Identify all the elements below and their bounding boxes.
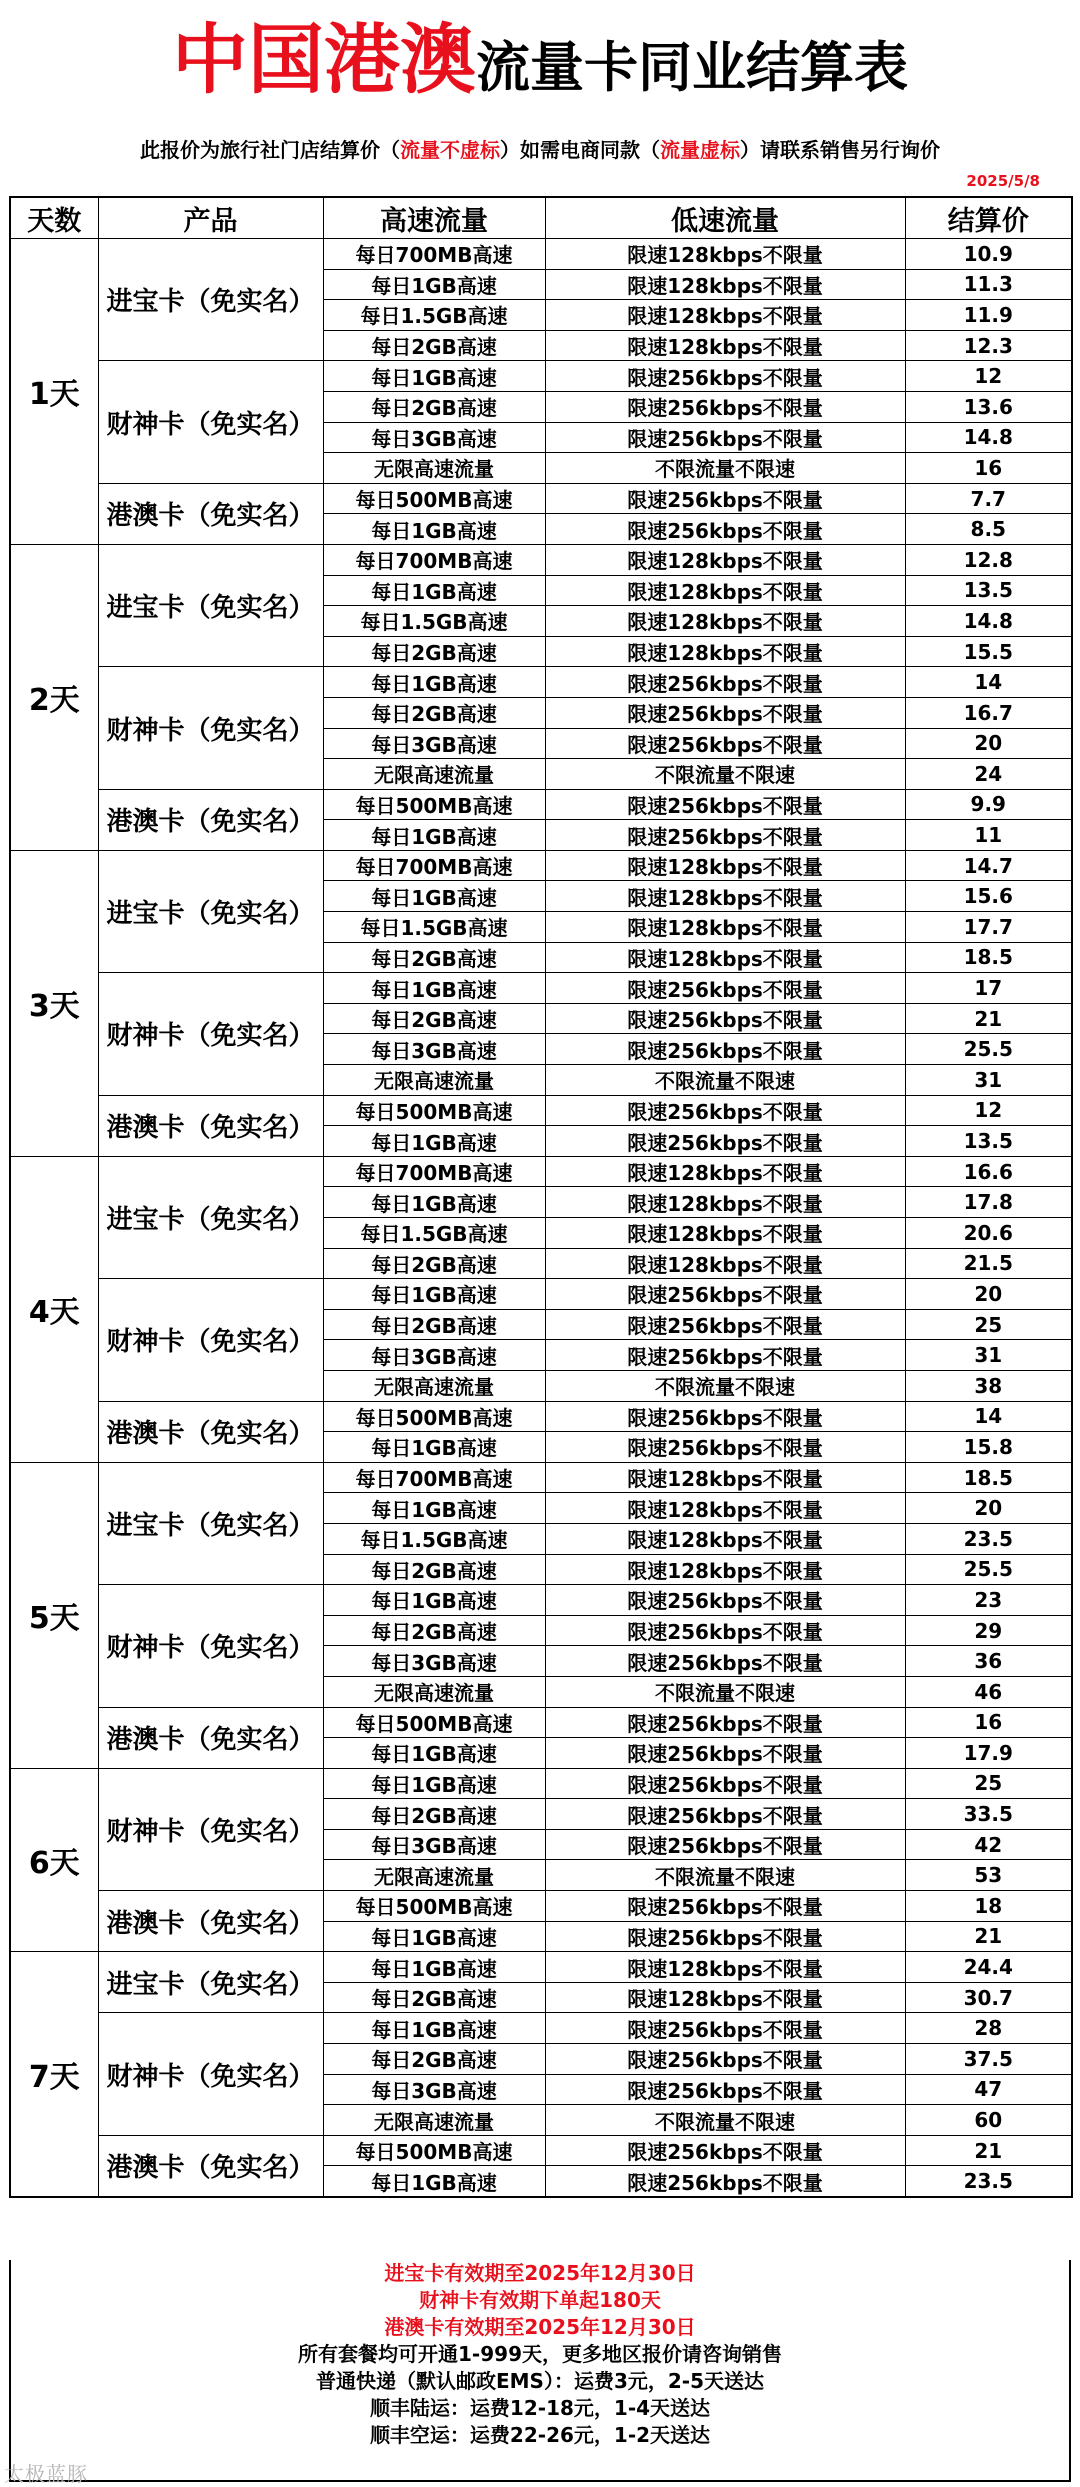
high-speed-cell: 每日1GB高速 [323, 1187, 545, 1218]
price-cell: 46 [905, 1676, 1072, 1707]
footer-notes [9, 2260, 1071, 2482]
high-speed-cell: 每日1GB高速 [323, 881, 545, 912]
price-cell: 25 [905, 1309, 1072, 1340]
price-cell: 25.5 [905, 1034, 1072, 1065]
low-speed-cell: 限速128kbps不限量 [545, 239, 905, 270]
price-cell: 28 [905, 2013, 1072, 2044]
price-cell: 21 [905, 2135, 1072, 2166]
product-cell: 港澳卡（免实名） [98, 2135, 323, 2197]
low-speed-cell: 限速256kbps不限量 [545, 1799, 905, 1830]
table-row [10, 667, 1072, 698]
low-speed-cell: 限速256kbps不限量 [545, 1615, 905, 1646]
table-row [10, 1279, 1072, 1310]
table-row [10, 1585, 1072, 1616]
footer-line: 财神卡有效期下单起180天 [419, 2288, 661, 2312]
price-cell: 11.9 [905, 300, 1072, 331]
price-cell: 53 [905, 1860, 1072, 1891]
low-speed-cell: 限速128kbps不限量 [545, 636, 905, 667]
price-cell: 16 [905, 1707, 1072, 1738]
low-speed-cell: 限速256kbps不限量 [545, 667, 905, 698]
product-cell: 财神卡（免实名） [98, 1585, 323, 1707]
day-cell: 2天 [10, 544, 98, 850]
low-speed-cell: 限速128kbps不限量 [545, 1493, 905, 1524]
price-cell: 12.8 [905, 544, 1072, 575]
price-cell: 33.5 [905, 1799, 1072, 1830]
high-speed-cell: 每日500MB高速 [323, 2135, 545, 2166]
high-speed-cell: 每日1GB高速 [323, 1768, 545, 1799]
high-speed-cell: 每日500MB高速 [323, 1401, 545, 1432]
product-cell: 港澳卡（免实名） [98, 1707, 323, 1768]
table-row [10, 2013, 1072, 2044]
price-cell: 14 [905, 1401, 1072, 1432]
table-row [10, 1891, 1072, 1922]
high-speed-cell: 每日700MB高速 [323, 544, 545, 575]
low-speed-cell: 不限流量不限速 [545, 453, 905, 484]
table-body [10, 239, 1072, 2198]
low-speed-cell: 限速128kbps不限量 [545, 575, 905, 606]
low-speed-cell: 不限流量不限速 [545, 1370, 905, 1401]
low-speed-cell: 限速256kbps不限量 [545, 422, 905, 453]
product-cell: 进宝卡（免实名） [98, 1462, 323, 1584]
high-speed-cell: 每日1.5GB高速 [323, 300, 545, 331]
low-speed-cell: 限速256kbps不限量 [545, 391, 905, 422]
footer-line: 进宝卡有效期至2025年12月30日 [384, 2261, 696, 2285]
high-speed-cell: 无限高速流量 [323, 453, 545, 484]
low-speed-cell: 不限流量不限速 [545, 1676, 905, 1707]
price-cell: 17 [905, 973, 1072, 1004]
price-cell: 20 [905, 1279, 1072, 1310]
table-header-row [10, 197, 1072, 239]
product-cell: 进宝卡（免实名） [98, 544, 323, 666]
table-row [10, 544, 1072, 575]
price-cell: 14.8 [905, 606, 1072, 637]
price-cell: 60 [905, 2105, 1072, 2136]
low-speed-cell: 限速256kbps不限量 [545, 1126, 905, 1157]
table-row [10, 1707, 1072, 1738]
product-cell: 财神卡（免实名） [98, 1768, 323, 1890]
high-speed-cell: 每日2GB高速 [323, 1248, 545, 1279]
low-speed-cell: 限速256kbps不限量 [545, 1340, 905, 1371]
high-speed-cell: 每日2GB高速 [323, 697, 545, 728]
low-speed-cell: 限速256kbps不限量 [545, 1921, 905, 1952]
low-speed-cell: 限速256kbps不限量 [545, 514, 905, 545]
price-cell: 21.5 [905, 1248, 1072, 1279]
price-cell: 14.7 [905, 850, 1072, 881]
table-row [10, 1401, 1072, 1432]
subtitle [0, 134, 1080, 163]
low-speed-cell: 限速256kbps不限量 [545, 1309, 905, 1340]
product-cell: 进宝卡（免实名） [98, 1952, 323, 2013]
price-cell: 37.5 [905, 2044, 1072, 2075]
high-speed-cell: 每日1GB高速 [323, 1952, 545, 1983]
price-cell: 14.8 [905, 422, 1072, 453]
low-speed-cell: 限速128kbps不限量 [545, 606, 905, 637]
high-speed-cell: 每日1.5GB高速 [323, 1523, 545, 1554]
price-cell: 24 [905, 759, 1072, 790]
low-speed-cell: 限速256kbps不限量 [545, 1829, 905, 1860]
table-row [10, 1156, 1072, 1187]
price-cell: 8.5 [905, 514, 1072, 545]
price-cell: 12 [905, 361, 1072, 392]
price-cell: 23.5 [905, 2166, 1072, 2197]
table-row [10, 483, 1072, 514]
product-cell: 港澳卡（免实名） [98, 483, 323, 544]
high-speed-cell: 每日3GB高速 [323, 2074, 545, 2105]
price-cell: 24.4 [905, 1952, 1072, 1983]
high-speed-cell: 无限高速流量 [323, 1065, 545, 1096]
table-row [10, 1952, 1072, 1983]
high-speed-cell: 每日3GB高速 [323, 422, 545, 453]
low-speed-cell: 限速128kbps不限量 [545, 544, 905, 575]
price-cell: 42 [905, 1829, 1072, 1860]
low-speed-cell: 限速128kbps不限量 [545, 1248, 905, 1279]
high-speed-cell: 每日500MB高速 [323, 789, 545, 820]
high-speed-cell: 每日700MB高速 [323, 1156, 545, 1187]
low-speed-cell: 不限流量不限速 [545, 1860, 905, 1891]
low-speed-cell: 限速256kbps不限量 [545, 1768, 905, 1799]
footer-line: 顺丰空运：运费22-26元，1-2天送达 [369, 2423, 711, 2447]
product-cell: 财神卡（免实名） [98, 2013, 323, 2135]
high-speed-cell: 每日1GB高速 [323, 1432, 545, 1463]
high-speed-cell: 每日1.5GB高速 [323, 1218, 545, 1249]
price-cell: 21 [905, 1003, 1072, 1034]
low-speed-cell: 限速256kbps不限量 [545, 2135, 905, 2166]
high-speed-cell: 每日700MB高速 [323, 1462, 545, 1493]
high-speed-cell: 每日2GB高速 [323, 636, 545, 667]
subtitle-text-2: ）如需电商同款（ [500, 138, 660, 162]
high-speed-cell: 每日1.5GB高速 [323, 606, 545, 637]
high-speed-cell: 每日500MB高速 [323, 1707, 545, 1738]
low-speed-cell: 不限流量不限速 [545, 759, 905, 790]
low-speed-cell: 限速128kbps不限量 [545, 1187, 905, 1218]
high-speed-cell: 无限高速流量 [323, 2105, 545, 2136]
price-cell: 16 [905, 453, 1072, 484]
high-speed-cell: 每日500MB高速 [323, 1095, 545, 1126]
low-speed-cell: 限速128kbps不限量 [545, 1523, 905, 1554]
product-cell: 进宝卡（免实名） [98, 239, 323, 361]
product-cell: 港澳卡（免实名） [98, 789, 323, 850]
high-speed-cell: 每日3GB高速 [323, 1646, 545, 1677]
price-cell: 13.5 [905, 1126, 1072, 1157]
low-speed-cell: 限速128kbps不限量 [545, 881, 905, 912]
high-speed-cell: 每日1GB高速 [323, 361, 545, 392]
high-speed-cell: 每日2GB高速 [323, 1309, 545, 1340]
table-row [10, 361, 1072, 392]
price-cell: 20 [905, 728, 1072, 759]
title-black-part: 流量卡同业结算表 [476, 36, 908, 99]
low-speed-cell: 限速256kbps不限量 [545, 1707, 905, 1738]
high-speed-cell: 每日1GB高速 [323, 2166, 545, 2197]
high-speed-cell: 每日700MB高速 [323, 850, 545, 881]
low-speed-cell: 限速256kbps不限量 [545, 697, 905, 728]
price-cell: 12.3 [905, 330, 1072, 361]
high-speed-cell: 每日1GB高速 [323, 1585, 545, 1616]
price-cell: 31 [905, 1065, 1072, 1096]
price-cell: 25.5 [905, 1554, 1072, 1585]
price-cell: 31 [905, 1340, 1072, 1371]
high-speed-cell: 每日1GB高速 [323, 820, 545, 851]
high-speed-cell: 每日2GB高速 [323, 1982, 545, 2013]
low-speed-cell: 不限流量不限速 [545, 2105, 905, 2136]
price-cell: 25 [905, 1768, 1072, 1799]
price-cell: 15.8 [905, 1432, 1072, 1463]
price-cell: 29 [905, 1615, 1072, 1646]
low-speed-cell: 限速256kbps不限量 [545, 2166, 905, 2197]
price-cell: 17.9 [905, 1738, 1072, 1769]
date-label: 2025/5/8 [966, 172, 1040, 190]
high-speed-cell: 每日3GB高速 [323, 1829, 545, 1860]
high-speed-cell: 每日2GB高速 [323, 1554, 545, 1585]
high-speed-cell: 每日500MB高速 [323, 483, 545, 514]
product-cell: 港澳卡（免实名） [98, 1891, 323, 1952]
high-speed-cell: 每日1GB高速 [323, 1279, 545, 1310]
low-speed-cell: 限速128kbps不限量 [545, 1554, 905, 1585]
day-cell: 3天 [10, 850, 98, 1156]
high-speed-cell: 每日2GB高速 [323, 1799, 545, 1830]
product-cell: 财神卡（免实名） [98, 1279, 323, 1401]
high-speed-cell: 无限高速流量 [323, 1676, 545, 1707]
low-speed-cell: 限速128kbps不限量 [545, 942, 905, 973]
high-speed-cell: 每日2GB高速 [323, 1615, 545, 1646]
price-cell: 18 [905, 1891, 1072, 1922]
table-row [10, 239, 1072, 270]
price-cell: 16.6 [905, 1156, 1072, 1187]
price-cell: 23.5 [905, 1523, 1072, 1554]
price-cell: 9.9 [905, 789, 1072, 820]
low-speed-cell: 限速128kbps不限量 [545, 1982, 905, 2013]
price-cell: 15.6 [905, 881, 1072, 912]
day-cell: 4天 [10, 1156, 98, 1462]
high-speed-cell: 每日1GB高速 [323, 269, 545, 300]
high-speed-cell: 无限高速流量 [323, 759, 545, 790]
watermark: 太极蓝豚 [4, 2462, 88, 2486]
low-speed-cell: 限速256kbps不限量 [545, 1646, 905, 1677]
price-cell: 16.7 [905, 697, 1072, 728]
subtitle-text-1: 此报价为旅行社门店结算价（ [140, 138, 400, 162]
product-cell: 进宝卡（免实名） [98, 1156, 323, 1278]
low-speed-cell: 限速128kbps不限量 [545, 1156, 905, 1187]
price-cell: 30.7 [905, 1982, 1072, 2013]
low-speed-cell: 限速256kbps不限量 [545, 789, 905, 820]
price-cell: 15.5 [905, 636, 1072, 667]
header-product: 产品 [98, 197, 323, 239]
table-row [10, 1462, 1072, 1493]
low-speed-cell: 限速128kbps不限量 [545, 300, 905, 331]
low-speed-cell: 限速128kbps不限量 [545, 269, 905, 300]
high-speed-cell: 每日1GB高速 [323, 514, 545, 545]
table-row [10, 789, 1072, 820]
day-cell: 5天 [10, 1462, 98, 1768]
low-speed-cell: 限速128kbps不限量 [545, 1462, 905, 1493]
high-speed-cell: 每日2GB高速 [323, 942, 545, 973]
price-cell: 36 [905, 1646, 1072, 1677]
low-speed-cell: 限速256kbps不限量 [545, 973, 905, 1004]
price-cell: 20.6 [905, 1218, 1072, 1249]
low-speed-cell: 限速256kbps不限量 [545, 1003, 905, 1034]
product-cell: 财神卡（免实名） [98, 361, 323, 483]
high-speed-cell: 每日3GB高速 [323, 728, 545, 759]
low-speed-cell: 不限流量不限速 [545, 1065, 905, 1096]
low-speed-cell: 限速128kbps不限量 [545, 1218, 905, 1249]
footer-line: 所有套餐均可开通1-999天，更多地区报价请咨询销售 [298, 2342, 782, 2366]
low-speed-cell: 限速256kbps不限量 [545, 1095, 905, 1126]
low-speed-cell: 限速256kbps不限量 [545, 1432, 905, 1463]
high-speed-cell: 每日2GB高速 [323, 1003, 545, 1034]
product-cell: 进宝卡（免实名） [98, 850, 323, 972]
title-red-part: 中国港澳 [172, 15, 476, 104]
price-cell: 14 [905, 667, 1072, 698]
high-speed-cell: 每日2GB高速 [323, 330, 545, 361]
low-speed-cell: 限速256kbps不限量 [545, 1401, 905, 1432]
price-cell: 13.6 [905, 391, 1072, 422]
price-cell: 38 [905, 1370, 1072, 1401]
header-days: 天数 [10, 197, 98, 239]
high-speed-cell: 每日700MB高速 [323, 239, 545, 270]
price-cell: 21 [905, 1921, 1072, 1952]
high-speed-cell: 每日500MB高速 [323, 1891, 545, 1922]
low-speed-cell: 限速256kbps不限量 [545, 361, 905, 392]
low-speed-cell: 限速256kbps不限量 [545, 483, 905, 514]
table-row [10, 1095, 1072, 1126]
footer-line: 普通快递（默认邮政EMS）：运费3元，2-5天送达 [315, 2369, 765, 2393]
low-speed-cell: 限速256kbps不限量 [545, 2044, 905, 2075]
high-speed-cell: 每日1GB高速 [323, 1126, 545, 1157]
low-speed-cell: 限速256kbps不限量 [545, 728, 905, 759]
high-speed-cell: 无限高速流量 [323, 1860, 545, 1891]
table-row [10, 850, 1072, 881]
price-cell: 13.5 [905, 575, 1072, 606]
price-table [9, 196, 1073, 2198]
table-row [10, 2135, 1072, 2166]
price-cell: 11.3 [905, 269, 1072, 300]
high-speed-cell: 每日1GB高速 [323, 2013, 545, 2044]
product-cell: 财神卡（免实名） [98, 667, 323, 789]
header-high-speed: 高速流量 [323, 197, 545, 239]
table-row [10, 1768, 1072, 1799]
high-speed-cell: 每日1GB高速 [323, 667, 545, 698]
low-speed-cell: 限速256kbps不限量 [545, 1891, 905, 1922]
product-cell: 港澳卡（免实名） [98, 1401, 323, 1462]
price-cell: 7.7 [905, 483, 1072, 514]
day-cell: 6天 [10, 1768, 98, 1952]
price-cell: 17.7 [905, 912, 1072, 943]
high-speed-cell: 每日2GB高速 [323, 391, 545, 422]
price-cell: 17.8 [905, 1187, 1072, 1218]
product-cell: 港澳卡（免实名） [98, 1095, 323, 1156]
price-cell: 47 [905, 2074, 1072, 2105]
price-cell: 20 [905, 1493, 1072, 1524]
footer-line: 港澳卡有效期至2025年12月30日 [384, 2315, 696, 2339]
price-cell: 23 [905, 1585, 1072, 1616]
low-speed-cell: 限速256kbps不限量 [545, 2074, 905, 2105]
high-speed-cell: 每日1GB高速 [323, 973, 545, 1004]
subtitle-highlight-1: 流量不虚标 [400, 138, 500, 162]
footer-line: 顺丰陆运：运费12-18元，1-4天送达 [369, 2396, 711, 2420]
price-cell: 10.9 [905, 239, 1072, 270]
low-speed-cell: 限速256kbps不限量 [545, 1585, 905, 1616]
low-speed-cell: 限速256kbps不限量 [545, 2013, 905, 2044]
low-speed-cell: 限速256kbps不限量 [545, 1034, 905, 1065]
high-speed-cell: 无限高速流量 [323, 1370, 545, 1401]
price-cell: 11 [905, 820, 1072, 851]
price-cell: 12 [905, 1095, 1072, 1126]
header-low-speed: 低速流量 [545, 197, 905, 239]
day-cell: 1天 [10, 239, 98, 545]
high-speed-cell: 每日3GB高速 [323, 1340, 545, 1371]
table-row [10, 973, 1072, 1004]
high-speed-cell: 每日1GB高速 [323, 575, 545, 606]
subtitle-text-3: ）请联系销售另行询价 [740, 138, 940, 162]
high-speed-cell: 每日2GB高速 [323, 2044, 545, 2075]
high-speed-cell: 每日3GB高速 [323, 1034, 545, 1065]
low-speed-cell: 限速128kbps不限量 [545, 850, 905, 881]
price-cell: 18.5 [905, 1462, 1072, 1493]
page-title [0, 15, 1080, 104]
low-speed-cell: 限速128kbps不限量 [545, 330, 905, 361]
subtitle-highlight-2: 流量虚标 [660, 138, 740, 162]
price-cell: 18.5 [905, 942, 1072, 973]
low-speed-cell: 限速256kbps不限量 [545, 1738, 905, 1769]
low-speed-cell: 限速256kbps不限量 [545, 820, 905, 851]
low-speed-cell: 限速128kbps不限量 [545, 1952, 905, 1983]
low-speed-cell: 限速128kbps不限量 [545, 912, 905, 943]
day-cell: 7天 [10, 1952, 98, 2197]
high-speed-cell: 每日1GB高速 [323, 1921, 545, 1952]
high-speed-cell: 每日1.5GB高速 [323, 912, 545, 943]
high-speed-cell: 每日1GB高速 [323, 1738, 545, 1769]
header-price: 结算价 [905, 197, 1072, 239]
high-speed-cell: 每日1GB高速 [323, 1493, 545, 1524]
low-speed-cell: 限速256kbps不限量 [545, 1279, 905, 1310]
product-cell: 财神卡（免实名） [98, 973, 323, 1095]
